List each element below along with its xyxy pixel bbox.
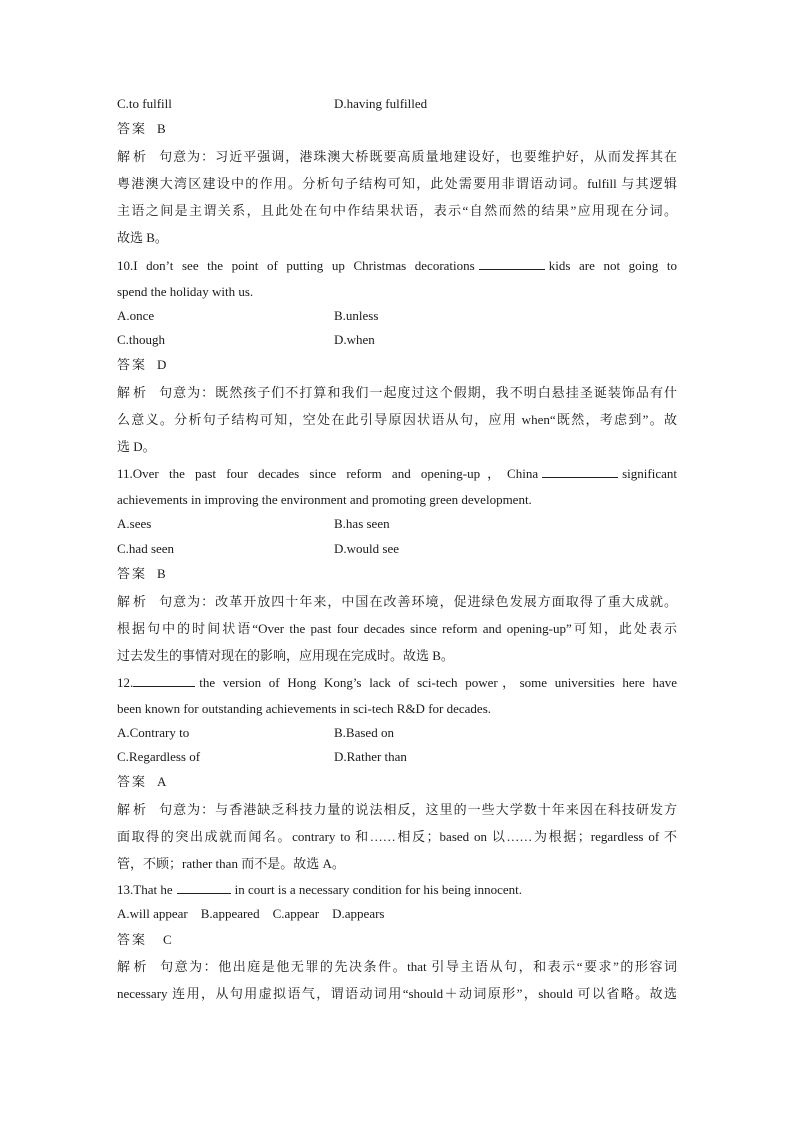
q11-stem-text: 11.Over the past four decades since reform and opening-up，China	[117, 466, 539, 481]
q12-options-row-1	[117, 724, 677, 742]
q10-option-a: A.once	[117, 308, 155, 323]
q10-stem-line-2: spend the holiday with us.	[117, 284, 254, 299]
q9-analysis-line-3: 主语之间是主谓关系，且此处在句中作结果状语，表示“自然而然的结果”应用现在分词。	[117, 203, 677, 218]
analysis-text: 句意为：习近平强调，港珠澳大桥既要高质量地建设好，也要维护好，从而发挥其在	[159, 149, 677, 164]
answer-label: 答案	[117, 121, 148, 136]
analysis-label: 解析	[117, 959, 151, 974]
analysis-label: 解析	[117, 149, 150, 164]
q10-analysis-line-3: 选 D。	[117, 439, 156, 454]
q10-analysis-line-2: 么意义。分析句子结构可知，空处在此引导原因状语从句，应用 when“既然，考虑到”。故	[117, 412, 677, 427]
answer-label: 答案	[117, 774, 148, 789]
q12-analysis-line-3: 管，不顾；rather than 而不是。故选 A。	[117, 856, 345, 871]
q10-options-row-2	[117, 331, 677, 349]
q12-analysis-line-1	[117, 801, 677, 819]
q12-answer	[117, 773, 677, 791]
q11-option-a: A.sees	[117, 516, 152, 531]
q12-options-row-2	[117, 748, 677, 766]
q11-option-b: B.has seen	[334, 516, 390, 531]
answer-value: C	[163, 932, 172, 947]
q11-stem-line-2: achievements in improving the environment and promoting green development.	[117, 492, 532, 507]
answer-blank	[177, 881, 231, 894]
q10-analysis-line-1	[117, 384, 677, 402]
q11-option-c: C.had seen	[117, 541, 175, 556]
q10-options-row-1	[117, 307, 677, 325]
analysis-text: 句意为：改革开放四十年来，中国在改善环境，促进绿色发展方面取得了重大成就。	[159, 594, 677, 609]
answer-value: B	[157, 566, 166, 581]
q10-answer	[117, 356, 677, 374]
q9-answer	[117, 120, 677, 138]
q9-analysis-line-2: 粤港澳大湾区建设中的作用。分析句子结构可知，此处需要用非谓语动词。fulfill 与其逻辑	[117, 176, 677, 191]
q9-option-c: C.to fulfill	[117, 96, 172, 111]
q13-analysis-line-1	[117, 958, 677, 976]
q10-option-d: D.when	[334, 332, 375, 347]
answer-blank	[479, 257, 545, 270]
q13-stem-text: 13.That he	[117, 882, 173, 897]
q11-answer	[117, 565, 677, 583]
q11-option-d: D.would see	[334, 541, 399, 556]
q9-analysis-line-4: 故选 B。	[117, 230, 168, 245]
answer-label: 答案	[117, 357, 148, 372]
q12-option-d: D.Rather than	[334, 749, 407, 764]
q10-option-c: C.though	[117, 332, 166, 347]
q12-stem-line-2: been known for outstanding achievements in sci-tech R&D for decades.	[117, 701, 491, 716]
q11-analysis-line-2: 根据句中的时间状语“Over the past four decades since reform and opening-up”可知，此处表示	[117, 621, 677, 636]
q12-option-a: A.Contrary to	[117, 725, 190, 740]
answer-label: 答案	[117, 566, 148, 581]
answer-label: 答案	[117, 932, 148, 947]
q12-stem-text: 12.	[117, 675, 134, 690]
q11-stem-text-end: significant	[622, 466, 677, 481]
q12-option-b: B.Based on	[334, 725, 394, 740]
q11-analysis-line-3: 过去发生的事情对现在的影响，应用现在完成时。故选 B。	[117, 648, 454, 663]
q13-stem-text-end: in court is a necessary condition for his being innocent.	[234, 882, 522, 897]
q9-option-d: D.having fulfilled	[334, 96, 428, 111]
q10-stem-text-end: kids are not going to	[548, 258, 677, 273]
q12-analysis-line-2: 面取得的突出成就而闻名。contrary to 和……相反；based on 以……为根据；regardless of 不	[117, 829, 677, 844]
q10-stem-line-1	[117, 257, 677, 275]
q13-answer	[117, 931, 677, 949]
q9-analysis-line-1	[117, 148, 677, 166]
q12-stem-text-end: the version of Hong Kong’s lack of sci-tech power，some universities here have	[199, 675, 677, 690]
q10-option-b: B.unless	[334, 308, 379, 323]
q13-options-row: A.will appear B.appeared C.appear D.appears	[117, 906, 385, 921]
q11-analysis-line-1	[117, 593, 677, 611]
answer-value: B	[157, 121, 166, 136]
analysis-label: 解析	[117, 594, 150, 609]
analysis-label: 解析	[117, 385, 150, 400]
analysis-text: 句意为：与香港缺乏科技力量的说法相反，这里的一些大学数十年来因在科技研发方	[159, 802, 677, 817]
analysis-label: 解析	[117, 802, 150, 817]
q11-options-row-2	[117, 540, 677, 558]
q13-analysis-line-2: necessary 连用，从句用虚拟语气，谓语动词用“should＋动词原形”，should 可以省略。故选	[117, 986, 677, 1001]
q11-options-row-1	[117, 515, 677, 533]
analysis-text: 句意为：他出庭是他无罪的先决条件。that 引导主语从句，和表示“要求”的形容词	[160, 959, 677, 974]
answer-value: A	[157, 774, 167, 789]
q11-stem-line-1	[117, 465, 677, 483]
q10-stem-text: 10.I don’t see the point of putting up Christmas decorations	[117, 258, 475, 273]
answer-value: D	[157, 357, 167, 372]
q9-options-row	[117, 95, 677, 113]
answer-blank	[542, 465, 618, 478]
analysis-text: 句意为：既然孩子们不打算和我们一起度过这个假期，我不明白悬挂圣诞装饰品有什	[159, 385, 677, 400]
answer-blank	[133, 674, 195, 687]
q13-stem-line-1	[117, 881, 677, 899]
q12-stem-line-1	[117, 674, 677, 692]
q12-option-c: C.Regardless of	[117, 749, 201, 764]
